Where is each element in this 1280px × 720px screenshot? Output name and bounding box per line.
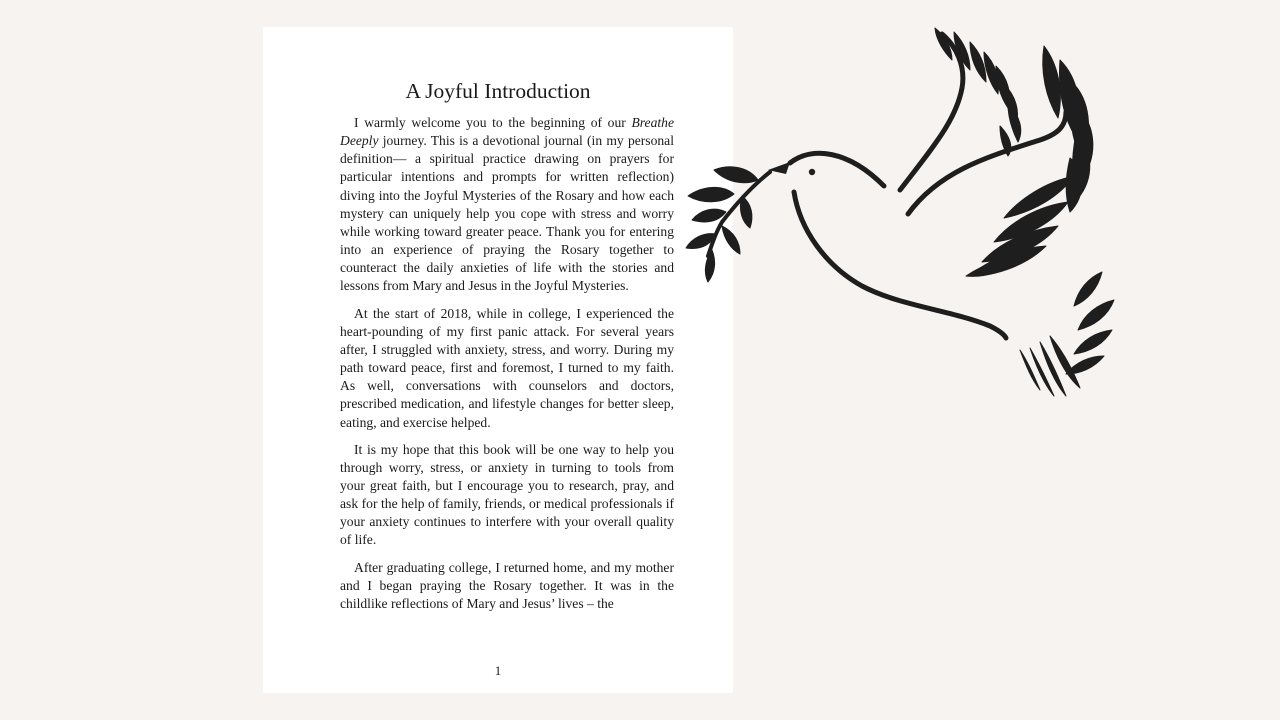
paragraph-run: It is my hope that this book will be one way to help you through worry, stress, or anxiety in turning to tools from your great faith, but I encourage you to research, pray, and ask for the help of family, friends, or medical professionals if your anxiety continues to interfere with your overall quality of life. bbox=[340, 441, 674, 548]
page-title: A Joyful Introduction bbox=[405, 79, 591, 103]
paragraph-run: I warmly welcome you to the beginning of our bbox=[354, 115, 632, 130]
paragraph-run: After graduating college, I returned home, and my mother and I began praying the Rosary together. It was in the childlike reflections of Mary and Jesus’ lives – the bbox=[340, 559, 674, 611]
paragraph-run: At the start of 2018, while in college, I experienced the heart-pounding of my first panic attack. For several years after, I struggled with anxiety, stress, and worry. During my path toward peace, first and foremost, I turned to my faith. As well, conversations with counselors and doctors, prescribed medication, and lifestyle changes for better sleep, eating, and exercise helped. bbox=[340, 305, 674, 430]
page-number: 1 bbox=[494, 663, 502, 678]
book-title-italic: Breathe Deeply bbox=[340, 115, 674, 149]
paragraph-run: journey. This is a devotional journal (in my personal definition— a spiritual practice drawing on prayers for particular intentions and prompts for written reflection) diving into the Joyful Mysteries of the Rosary and how each mystery can uniquely help you cope with stress and worry while working toward greater peace. Thank you for entering into an experience of praying the Rosary together to counteract the daily anxieties of life with the stories and lessons from Mary and Jesus in the Joyful Mysteries. bbox=[340, 133, 674, 294]
